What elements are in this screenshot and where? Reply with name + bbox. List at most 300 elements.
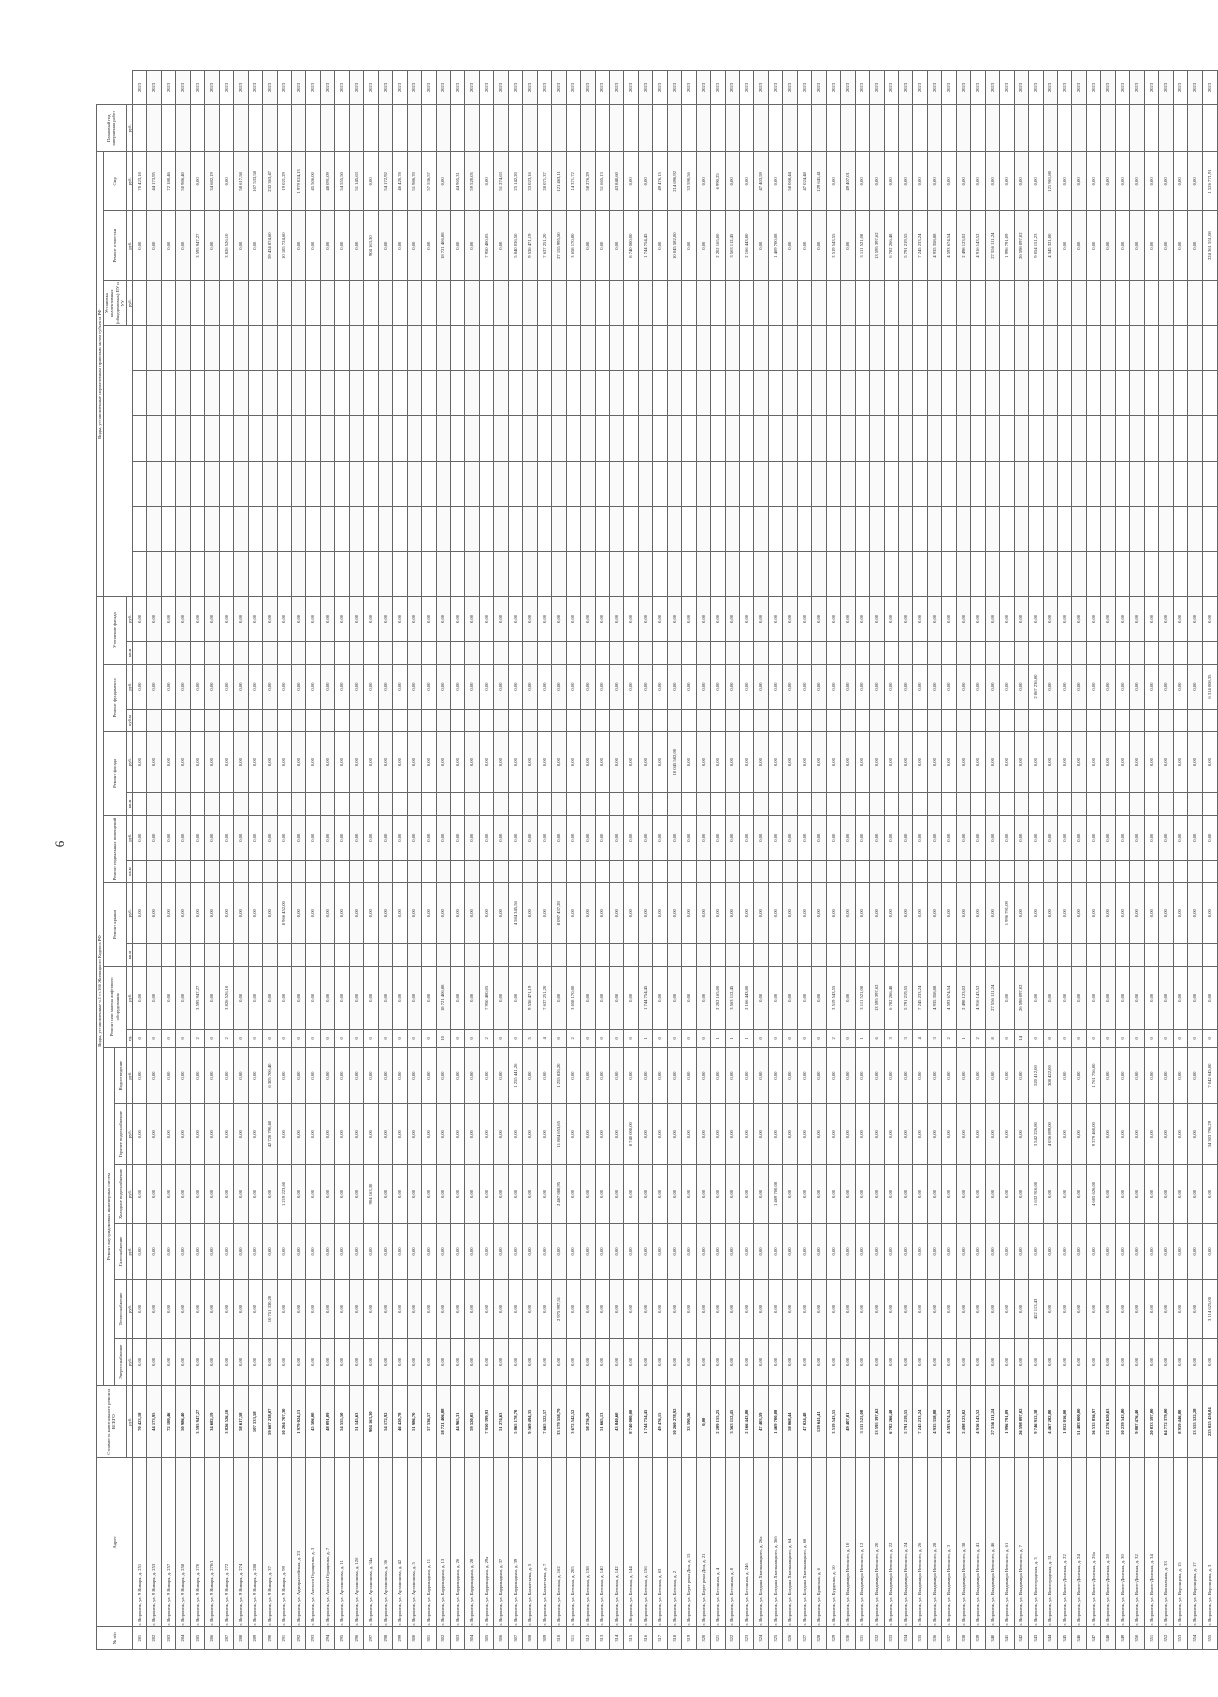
cell-hot: 0,00 — [219, 1104, 233, 1165]
cell-empty — [479, 461, 493, 506]
cell-empty — [1072, 551, 1086, 596]
cell-lift-n: 0 — [277, 1029, 291, 1047]
cell-gas: 0,00 — [234, 1223, 248, 1279]
cell-basement: 0,00 — [1086, 815, 1100, 860]
cell-year: 2023 — [479, 71, 493, 105]
cell-empty — [653, 105, 667, 152]
cell-basement: 0,00 — [436, 815, 450, 860]
cell-tail9: 1 996 791,09 — [1000, 211, 1014, 281]
cell-empty — [234, 860, 248, 883]
cell-roof: 0,00 — [1188, 883, 1202, 944]
cell-foundation: 0,00 — [508, 664, 522, 709]
cell-empty — [1144, 371, 1158, 416]
cell-tail9: 13 595 397,62 — [870, 211, 884, 281]
cell-empty — [812, 944, 826, 967]
cell-tail10: 28 071,37 — [537, 152, 551, 211]
table-row — [1144, 71, 1158, 1650]
cell-total: 51 986,70 — [407, 1386, 421, 1458]
cell-empty — [768, 944, 782, 967]
cell-empty — [855, 506, 869, 551]
cell-empty — [667, 326, 681, 371]
cell-lift: 0,00 — [1101, 966, 1115, 1029]
cell-lift-n: 0 — [1130, 1029, 1144, 1047]
cell-facade: 0,00 — [1014, 732, 1028, 793]
cell-roof: 0,00 — [219, 883, 233, 944]
cell-cold: 0,00 — [335, 1165, 349, 1224]
cell-empty — [725, 551, 739, 596]
cell-year: 2023 — [653, 71, 667, 105]
cell-empty — [378, 326, 392, 371]
cell-tail10: 0,00 — [985, 152, 999, 211]
cell-empty — [624, 326, 638, 371]
cell-empty — [797, 371, 811, 416]
cell-empty — [378, 461, 392, 506]
cell-cold: 0,00 — [638, 1165, 652, 1224]
cell-year: 2023 — [1072, 71, 1086, 105]
cell-basement: 0,00 — [263, 815, 277, 860]
cell-empty — [219, 551, 233, 596]
cell-total: 2 209 155,25 — [711, 1386, 725, 1458]
cell-gas: 0,00 — [725, 1223, 739, 1279]
cell-tail9: 59 434 874,60 — [263, 211, 277, 281]
table-row — [349, 71, 363, 1650]
cell-tail9: 0,00 — [609, 211, 623, 281]
cell-insulation: 0,00 — [291, 596, 305, 641]
cell-empty — [942, 793, 956, 816]
cell-roof: 0,00 — [465, 883, 479, 944]
cell-insulation: 0,00 — [942, 596, 956, 641]
cell-address: г. Воронеж, ул. 9 Января, д. 99 — [277, 1458, 291, 1627]
cell-empty — [248, 416, 262, 461]
cell-lift: 0,00 — [1173, 966, 1187, 1029]
cell-gas: 0,00 — [393, 1223, 407, 1279]
cell-empty — [422, 551, 436, 596]
cell-hot: 0,00 — [942, 1104, 956, 1165]
cell-insulation: 0,00 — [682, 596, 696, 641]
cell-insulation: 0,00 — [190, 596, 204, 641]
cell-empty — [335, 551, 349, 596]
cell-gas: 0,00 — [855, 1223, 869, 1279]
cell-empty — [176, 944, 190, 967]
cell-empty — [682, 461, 696, 506]
cell-foundation: 0,00 — [812, 664, 826, 709]
table-row — [566, 71, 580, 1650]
cell-empty — [147, 860, 161, 883]
cell-total: 9 569 494,35 — [523, 1386, 537, 1458]
cell-year: 2023 — [711, 71, 725, 105]
cell-empty — [1101, 281, 1115, 326]
table-row — [422, 71, 436, 1650]
cell-heat: 0,00 — [335, 1280, 349, 1339]
cell-tail9: 0,00 — [653, 211, 667, 281]
cell-year: 2023 — [393, 71, 407, 105]
cell-no: 346 — [1072, 1627, 1086, 1650]
cell-tail9: 4 345 321,00 — [1043, 211, 1057, 281]
cell-empty — [841, 551, 855, 596]
cell-drain: 0,00 — [335, 1047, 349, 1103]
cell-facade: 0,00 — [1144, 732, 1158, 793]
cell-gas: 0,00 — [494, 1223, 508, 1279]
cell-heat: 0,00 — [1043, 1280, 1057, 1339]
cell-lift: 0,00 — [234, 966, 248, 1029]
cell-tail9: 0,00 — [407, 211, 421, 281]
cell-address: г. Воронеж, ул. Бурденко, д. 10 — [826, 1458, 840, 1627]
cell-gas: 0,00 — [364, 1223, 378, 1279]
cell-empty — [1072, 506, 1086, 551]
cell-empty — [320, 506, 334, 551]
cell-total: 225 025 450,84 — [1202, 1386, 1217, 1458]
cell-empty — [581, 461, 595, 506]
cell-empty — [552, 461, 566, 506]
cell-tail10: 121 463,11 — [552, 152, 566, 211]
cell-empty — [667, 371, 681, 416]
cell-empty — [1072, 281, 1086, 326]
cell-lift: 18 721 406,88 — [436, 966, 450, 1029]
cell-empty — [667, 642, 681, 665]
cell-no: 343 — [1029, 1627, 1043, 1650]
cell-address: г. Воронеж, ул. Волгоградская, д. 31 — [1043, 1458, 1057, 1627]
table-row — [1000, 71, 1014, 1650]
cell-foundation: 0,00 — [768, 664, 782, 709]
cell-cold: 0,00 — [523, 1165, 537, 1224]
cell-empty — [234, 793, 248, 816]
cell-empty — [335, 860, 349, 883]
cell-gas: 0,00 — [971, 1223, 985, 1279]
cell-address: г. Воронеж, ул. Владимира Невского, д. 24 — [899, 1458, 913, 1627]
cell-drain: 0,00 — [537, 1047, 551, 1103]
unit-rub: руб. — [126, 732, 133, 793]
cell-empty — [508, 793, 522, 816]
cell-empty — [1101, 416, 1115, 461]
cell-empty — [450, 506, 464, 551]
cell-no: 312 — [581, 1627, 595, 1650]
cell-gas: 0,00 — [841, 1223, 855, 1279]
cell-address: г. Воронеж, ул. Богдана Хмельницкого, д. 68 — [797, 1458, 811, 1627]
cell-tail10: 0,00 — [942, 152, 956, 211]
cell-tail10: 0,00 — [1086, 152, 1100, 211]
cell-empty — [291, 860, 305, 883]
cell-basement: 0,00 — [378, 815, 392, 860]
cell-empty — [349, 860, 363, 883]
cell-drain: 0,00 — [349, 1047, 363, 1103]
cell-lift-n: 0 — [1101, 1029, 1115, 1047]
cell-empty — [161, 326, 175, 371]
cell-empty — [653, 506, 667, 551]
cell-heat: 0,00 — [783, 1280, 797, 1339]
cell-empty — [450, 416, 464, 461]
cell-empty — [884, 461, 898, 506]
cell-empty — [768, 105, 782, 152]
cell-roof: 0,00 — [581, 883, 595, 944]
cell-empty — [638, 371, 652, 416]
cell-drain: 0,00 — [161, 1047, 175, 1103]
cell-empty — [884, 105, 898, 152]
cell-facade: 0,00 — [407, 732, 421, 793]
cell-facade: 0,00 — [277, 732, 291, 793]
cell-energy: 0,00 — [812, 1338, 826, 1385]
cell-year: 2023 — [436, 71, 450, 105]
cell-address: г. Воронеж, ул. Артамонова, д. 34а — [364, 1458, 378, 1627]
cell-tail10: 49 476,15 — [653, 152, 667, 211]
cell-empty — [696, 281, 710, 326]
cell-roof: 0,00 — [899, 883, 913, 944]
cell-empty — [638, 793, 652, 816]
cell-energy: 0,00 — [971, 1338, 985, 1385]
cell-empty — [783, 944, 797, 967]
cell-empty — [638, 326, 652, 371]
cell-tail9: 0,00 — [797, 211, 811, 281]
cell-empty — [783, 860, 797, 883]
cell-empty — [1202, 326, 1217, 371]
cell-empty — [133, 642, 147, 665]
cell-no: 301 — [422, 1627, 436, 1650]
cell-empty — [696, 709, 710, 732]
cell-empty — [1144, 461, 1158, 506]
cell-empty — [581, 326, 595, 371]
cell-empty — [653, 326, 667, 371]
cell-empty — [537, 281, 551, 326]
cell-heat: 0,00 — [899, 1280, 913, 1339]
cell-foundation: 0,00 — [277, 664, 291, 709]
cell-empty — [508, 416, 522, 461]
cell-empty — [927, 281, 941, 326]
cell-empty — [1130, 944, 1144, 967]
cell-roof: 0,00 — [1115, 883, 1129, 944]
cell-empty — [1188, 326, 1202, 371]
table-row — [248, 71, 262, 1650]
cell-empty — [566, 326, 580, 371]
cell-heat: 0,00 — [248, 1280, 262, 1339]
cell-no: 310 — [552, 1627, 566, 1650]
cell-empty — [537, 105, 551, 152]
cell-gas: 0,00 — [740, 1223, 754, 1279]
cell-insulation: 0,00 — [667, 596, 681, 641]
cell-insulation: 0,00 — [1000, 596, 1014, 641]
cell-insulation: 0,00 — [797, 596, 811, 641]
cell-address: г. Воронеж, ул. Артамонова, д. 5 — [407, 1458, 421, 1627]
cell-gas: 0,00 — [1043, 1223, 1057, 1279]
cell-empty — [624, 281, 638, 326]
cell-no: 303 — [450, 1627, 464, 1650]
cell-tail9: 1 469 700,08 — [768, 211, 782, 281]
cell-empty — [1043, 105, 1057, 152]
cell-insulation: 0,00 — [595, 596, 609, 641]
cell-empty — [797, 709, 811, 732]
cell-gas: 0,00 — [349, 1223, 363, 1279]
cell-roof: 0,00 — [537, 883, 551, 944]
cell-empty — [913, 860, 927, 883]
cell-empty — [306, 709, 320, 732]
cell-empty — [609, 793, 623, 816]
cell-empty — [1101, 326, 1115, 371]
cell-cold: 0,00 — [754, 1165, 768, 1224]
cell-tail9: 0,00 — [1086, 211, 1100, 281]
cell-empty — [812, 281, 826, 326]
cell-heat: 0,00 — [1000, 1280, 1014, 1339]
cell-address: г. Воронеж, ул. Волго-Донская, д. 34 — [1144, 1458, 1158, 1627]
cell-empty — [1159, 506, 1173, 551]
cell-lift: 3 111 521,08 — [855, 966, 869, 1029]
cell-tail9: 0,00 — [465, 211, 479, 281]
cell-total: 1 052 016,00 — [1058, 1386, 1072, 1458]
cell-empty — [537, 793, 551, 816]
cell-empty — [812, 860, 826, 883]
cell-insulation: 0,00 — [740, 596, 754, 641]
cell-cold: 0,00 — [812, 1165, 826, 1224]
cell-gas: 0,00 — [537, 1223, 551, 1279]
cell-lift-n: 0 — [407, 1029, 421, 1047]
cell-empty — [436, 461, 450, 506]
cell-empty — [523, 506, 537, 551]
cell-empty — [479, 416, 493, 461]
cell-energy: 0,00 — [494, 1338, 508, 1385]
cell-empty — [133, 551, 147, 596]
cell-tail10: 58 617,58 — [234, 152, 248, 211]
cell-empty — [190, 506, 204, 551]
cell-empty — [234, 506, 248, 551]
cell-empty — [1173, 105, 1187, 152]
cell-empty — [1086, 642, 1100, 665]
cell-no: 284 — [176, 1627, 190, 1650]
cell-year: 2023 — [1086, 71, 1100, 105]
cell-facade: 0,00 — [234, 732, 248, 793]
cell-empty — [1043, 793, 1057, 816]
cell-cold: 0,00 — [1072, 1165, 1086, 1224]
cell-drain: 0,00 — [667, 1047, 681, 1103]
cell-facade: 0,00 — [1159, 732, 1173, 793]
cell-drain: 0,00 — [942, 1047, 956, 1103]
cell-empty — [754, 551, 768, 596]
unit-ed: ед. — [126, 1029, 133, 1047]
cell-gas: 0,00 — [942, 1223, 956, 1279]
cell-drain: 0,00 — [378, 1047, 392, 1103]
cell-empty — [552, 642, 566, 665]
cell-empty — [624, 506, 638, 551]
cell-empty — [147, 944, 161, 967]
cell-year: 2023 — [1000, 71, 1014, 105]
cell-empty — [1000, 944, 1014, 967]
cell-empty — [306, 793, 320, 816]
cell-empty — [971, 709, 985, 732]
cell-empty — [1130, 709, 1144, 732]
cell-empty — [956, 281, 970, 326]
cell-empty — [248, 860, 262, 883]
cell-empty — [682, 551, 696, 596]
cell-energy: 0,00 — [1130, 1338, 1144, 1385]
cell-foundation: 0,00 — [1115, 664, 1129, 709]
cell-no: 307 — [508, 1627, 522, 1650]
cell-empty — [306, 326, 320, 371]
cell-no: 283 — [161, 1627, 175, 1650]
cell-lift-n: 0 — [161, 1029, 175, 1047]
cell-energy: 0,00 — [407, 1338, 421, 1385]
cell-cold: 0,00 — [870, 1165, 884, 1224]
cell-empty — [624, 944, 638, 967]
cell-hot: 0,00 — [320, 1104, 334, 1165]
cell-empty — [552, 326, 566, 371]
cell-heat: 0,00 — [1188, 1280, 1202, 1339]
cell-energy: 0,00 — [797, 1338, 811, 1385]
cell-empty — [1014, 944, 1028, 967]
cell-address: г. Воронеж, ул. Баррикадная, д. 37 — [494, 1458, 508, 1627]
cell-empty — [667, 793, 681, 816]
cell-energy: 0,00 — [985, 1338, 999, 1385]
cell-empty — [465, 860, 479, 883]
cell-empty — [1029, 461, 1043, 506]
cell-facade: 0,00 — [624, 732, 638, 793]
cell-empty — [1130, 371, 1144, 416]
cell-empty — [725, 642, 739, 665]
cell-empty — [190, 860, 204, 883]
cell-facade: 0,00 — [378, 732, 392, 793]
cell-foundation: 0,00 — [609, 664, 623, 709]
cell-empty — [855, 944, 869, 967]
cell-empty — [566, 281, 580, 326]
cell-hot: 0,00 — [1115, 1104, 1129, 1165]
cell-heat: 0,00 — [1144, 1280, 1158, 1339]
cell-cold: 0,00 — [855, 1165, 869, 1224]
cell-tail10: 58 276,29 — [581, 152, 595, 211]
cell-empty — [364, 793, 378, 816]
cell-empty — [711, 281, 725, 326]
cell-energy: 0,00 — [190, 1338, 204, 1385]
cell-cold: 0,00 — [783, 1165, 797, 1224]
cell-energy: 0,00 — [870, 1338, 884, 1385]
cell-insulation: 0,00 — [725, 596, 739, 641]
cell-heat: 0,00 — [653, 1280, 667, 1339]
cell-empty — [985, 793, 999, 816]
table-row — [985, 71, 999, 1650]
cell-empty — [768, 416, 782, 461]
cell-empty — [1115, 416, 1129, 461]
cell-tail9: 0,00 — [1130, 211, 1144, 281]
cell-empty — [436, 371, 450, 416]
cell-foundation: 0,00 — [595, 664, 609, 709]
cell-tail9: 0,00 — [841, 211, 855, 281]
cell-empty — [768, 551, 782, 596]
cell-no: 295 — [335, 1627, 349, 1650]
cell-empty — [393, 461, 407, 506]
cell-empty — [899, 461, 913, 506]
cell-lift: 0,00 — [1072, 966, 1086, 1029]
cell-facade: 0,00 — [1086, 732, 1100, 793]
cell-empty — [754, 416, 768, 461]
cell-roof: 0,00 — [812, 883, 826, 944]
cell-empty — [320, 551, 334, 596]
cell-no: 325 — [768, 1627, 782, 1650]
cell-drain: 0,00 — [754, 1047, 768, 1103]
cell-foundation: 0,00 — [826, 664, 840, 709]
cell-empty — [870, 461, 884, 506]
cell-drain: 0,00 — [638, 1047, 652, 1103]
cell-empty — [927, 551, 941, 596]
cell-address: г. Воронеж, ул. Адмиралтейская, д. 23 — [291, 1458, 305, 1627]
cell-tail9: 5 840 036,50 — [508, 211, 522, 281]
cell-tail9: 9 536 471,19 — [523, 211, 537, 281]
cell-gas: 0,00 — [436, 1223, 450, 1279]
cell-gas: 0,00 — [422, 1223, 436, 1279]
col-insulation-header: Утепление фасада — [103, 596, 126, 664]
cell-empty — [870, 326, 884, 371]
cell-no: 281 — [133, 1627, 147, 1650]
cell-empty — [1130, 461, 1144, 506]
cell-empty — [349, 506, 363, 551]
cell-drain: 0,00 — [133, 1047, 147, 1103]
unit-m3: куб.м — [126, 709, 133, 732]
cell-foundation: 0,00 — [161, 664, 175, 709]
unit-rub: руб. — [126, 1047, 133, 1103]
cell-empty — [624, 709, 638, 732]
